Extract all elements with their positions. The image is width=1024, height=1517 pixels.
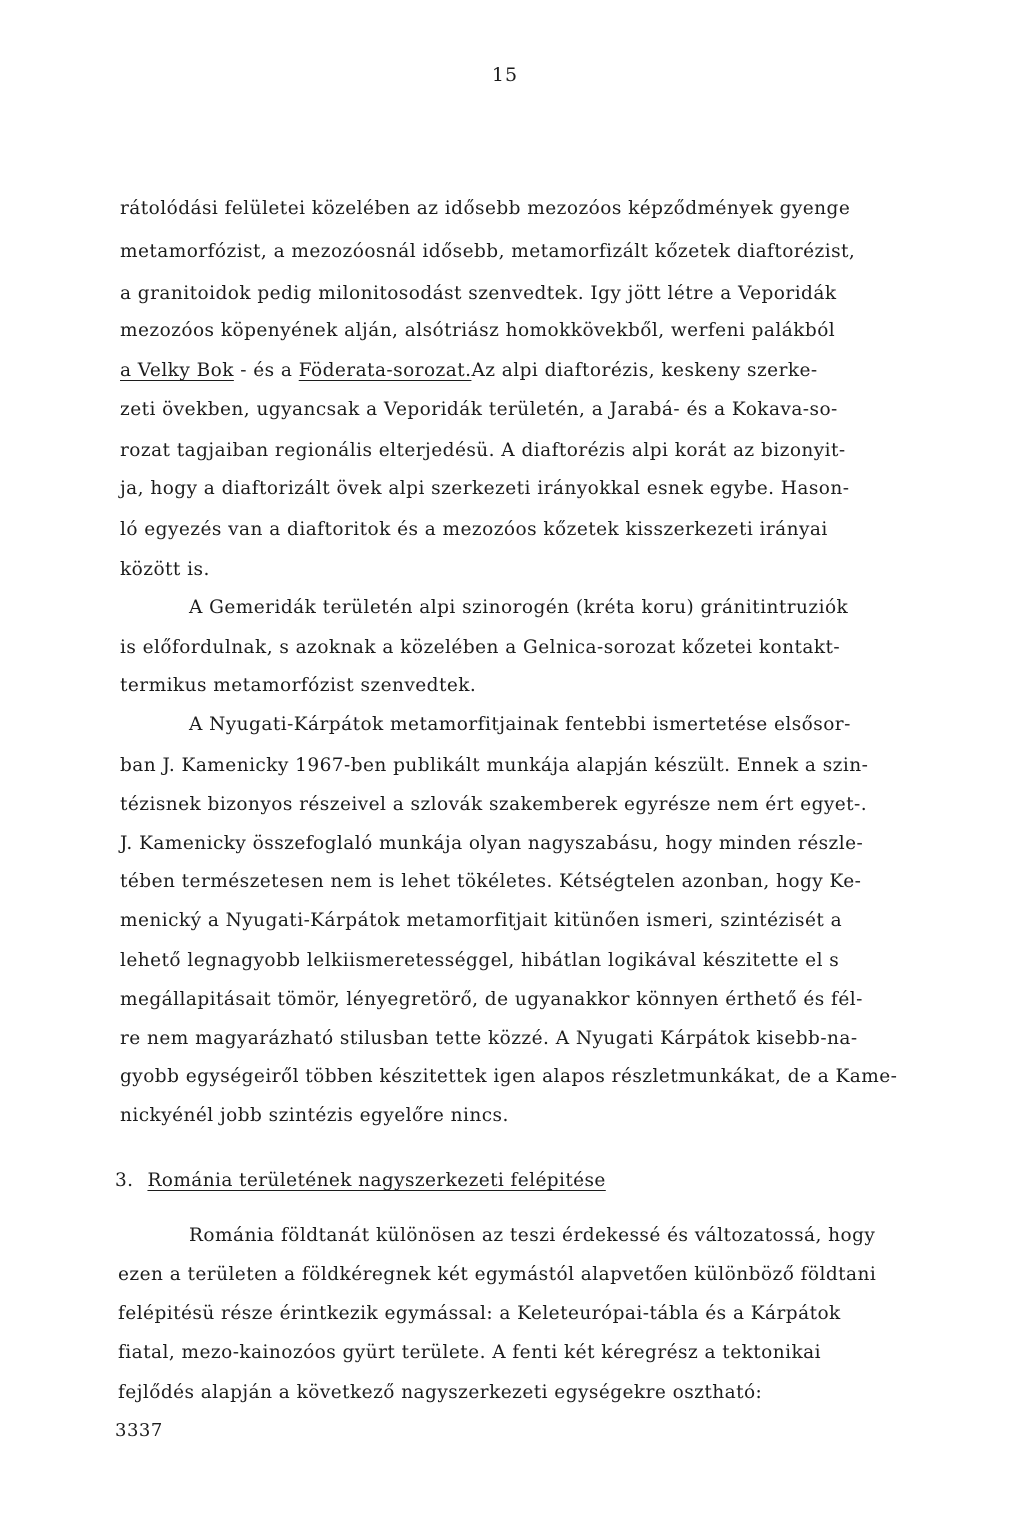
text-line: mezozóos köpenyének alján, alsótriász homokkövekből, werfeni palákból [120, 320, 836, 341]
section-title: Románia területének nagyszerkezeti felépitése [147, 1170, 606, 1191]
text-line: A Gemeridák területén alpi szinorogén (kréta koru) gránitintruziók [189, 597, 849, 618]
text-line: zeti övekben, ugyancsak a Veporidák területén, a Jarabá- és a Kokava-so- [120, 399, 838, 420]
text-line: ló egyezés van a diaftoritok és a mezozóos kőzetek kisszerkezeti irányai [120, 519, 828, 540]
text-line: ban J. Kamenicky 1967-ben publikált munkája alapján készült. Ennek a szin- [120, 755, 869, 776]
text-line: fiatal, mezo-kainozóos gyürt területe. A fenti két kéregrész a tektonikai [118, 1342, 821, 1363]
text-line: nickyénél jobb szintézis egyelőre nincs. [120, 1105, 509, 1126]
text-line [120, 359, 818, 383]
text-line: ja, hogy a diaftorizált övek alpi szerkezeti irányokkal esnek egybe. Hason- [120, 478, 850, 499]
section-heading [115, 1170, 606, 1191]
text-line: metamorfózist, a mezozóosnál idősebb, metamorfizált kőzetek diaftorézist, [120, 241, 856, 262]
text-line: fejlődés alapján a következő nagyszerkezeti egységekre osztható: [118, 1382, 763, 1403]
text-segment: - és a [233, 360, 299, 381]
page-number: 15 [491, 64, 519, 86]
text-line: re nem magyarázható stilusban tette közzé. A Nyugati Kárpátok kisebb-na- [120, 1028, 858, 1049]
text-line: lehető legnagyobb lelkiismeretességgel, hibátlan logikával készitette el s [120, 950, 840, 971]
text-line: között is. [120, 559, 210, 580]
text-line: menický a Nyugati-Kárpátok metamorfitjait kitünően ismeri, szintézisét a [120, 910, 843, 931]
print-code: 3337 [115, 1420, 163, 1441]
text-line: Románia földtanát különösen az teszi érdekessé és változatossá, hogy [189, 1225, 876, 1246]
text-line: rozat tagjaiban regionális elterjedésü. A diaftorézis alpi korát az bizonyit- [120, 440, 846, 461]
text-line: is előfordulnak, s azoknak a közelében a Gelnica-sorozat kőzetei kontakt- [120, 637, 841, 658]
section-number: 3. [115, 1170, 134, 1191]
text-line: felépitésü része érintkezik egymással: a Keleteurópai-tábla és a Kárpátok [118, 1303, 841, 1324]
text-line: ezen a területen a földkéregnek két egymástól alapvetően különböző földtani [118, 1264, 877, 1285]
underlined-term: a Velky Bok [120, 360, 234, 381]
text-line: a granitoidok pedig milonitosodást szenvedtek. Igy jött létre a Veporidák [120, 283, 837, 304]
text-line: A Nyugati-Kárpátok metamorfitjainak fentebbi ismertetése elsősor- [189, 714, 851, 735]
text-line: megállapitásait tömör, lényegretörő, de ugyanakkor könnyen érthető és fél- [120, 989, 863, 1010]
text-line: rátolódási felületei közelében az idősebb mezozóos képződmények gyenge [120, 198, 851, 219]
text-line: gyobb egységeiről többen készitettek igen alapos részletmunkákat, de a Kame- [120, 1066, 898, 1087]
text-line: J. Kamenicky összefoglaló munkája olyan nagyszabásu, hogy minden részle- [120, 833, 864, 854]
text-line: tében természetesen nem is lehet tökéletes. Kétségtelen azonban, hogy Ke- [120, 871, 862, 892]
text-line: termikus metamorfózist szenvedtek. [120, 675, 477, 696]
text-segment: Az alpi diaftorézis, keskeny szerke- [471, 360, 818, 381]
text-line: tézisnek bizonyos részeivel a szlovák szakemberek egyrésze nem ért egyet-. [120, 794, 868, 815]
underlined-term: Föderata-sorozat. [298, 360, 472, 381]
